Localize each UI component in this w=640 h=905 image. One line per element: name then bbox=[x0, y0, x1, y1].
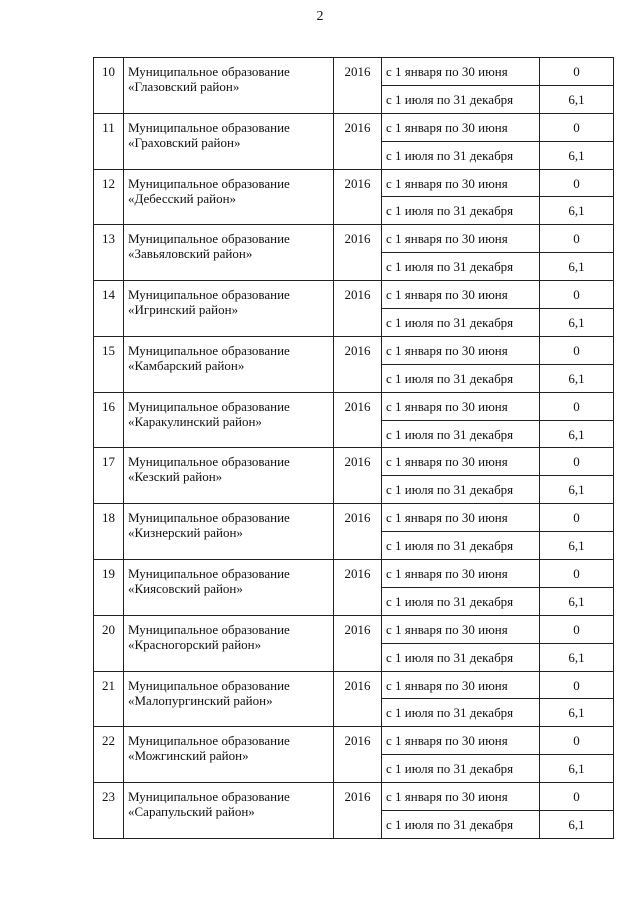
municipality-name bbox=[124, 281, 334, 337]
municipality-type: Муниципальное образование bbox=[128, 231, 290, 247]
table-row bbox=[94, 615, 614, 643]
year-cell: 2016 bbox=[334, 113, 382, 169]
year-cell: 2016 bbox=[334, 225, 382, 281]
municipality-district: «Глазовский район» bbox=[128, 79, 240, 94]
municipality-district: «Красногорский район» bbox=[128, 636, 262, 652]
period-first-half: с 1 января по 30 июня bbox=[382, 727, 540, 755]
row-number: 14 bbox=[94, 281, 124, 337]
year-cell: 2016 bbox=[334, 727, 382, 783]
period-first-half: с 1 января по 30 июня bbox=[382, 783, 540, 811]
period-second-half: с 1 июля по 31 декабря bbox=[382, 253, 540, 281]
municipality-district: «Малопургинский район» bbox=[128, 692, 273, 708]
row-number: 16 bbox=[94, 392, 124, 448]
year-cell: 2016 bbox=[334, 671, 382, 727]
period-first-half: с 1 января по 30 июня bbox=[382, 58, 540, 86]
period-first-half: с 1 января по 30 июня bbox=[382, 169, 540, 197]
period-second-half: с 1 июля по 31 декабря bbox=[382, 85, 540, 113]
year-cell: 2016 bbox=[334, 783, 382, 839]
row-number: 20 bbox=[94, 615, 124, 671]
municipality-type: Муниципальное образование bbox=[128, 119, 290, 135]
row-number: 21 bbox=[94, 671, 124, 727]
period-second-half: с 1 июля по 31 декабря bbox=[382, 476, 540, 504]
value-second-half: 6,1 bbox=[540, 532, 614, 560]
municipality-type: Муниципальное образование bbox=[128, 175, 290, 191]
value-first-half: 0 bbox=[540, 58, 614, 86]
municipality-name bbox=[124, 225, 334, 281]
municipality-name bbox=[124, 560, 334, 616]
table-row bbox=[94, 560, 614, 588]
period-second-half: с 1 июля по 31 декабря bbox=[382, 587, 540, 615]
table-row bbox=[94, 281, 614, 309]
table-body bbox=[94, 58, 614, 839]
row-number: 10 bbox=[94, 58, 124, 114]
value-second-half: 6,1 bbox=[540, 420, 614, 448]
year-cell: 2016 bbox=[334, 58, 382, 114]
value-second-half: 6,1 bbox=[540, 364, 614, 392]
value-first-half: 0 bbox=[540, 225, 614, 253]
table-row bbox=[94, 671, 614, 699]
municipality-name bbox=[124, 169, 334, 225]
value-second-half: 6,1 bbox=[540, 755, 614, 783]
municipality-type: Муниципальное образование bbox=[128, 510, 290, 526]
value-first-half: 0 bbox=[540, 281, 614, 309]
value-second-half: 6,1 bbox=[540, 811, 614, 839]
row-number: 11 bbox=[94, 113, 124, 169]
value-first-half: 0 bbox=[540, 336, 614, 364]
municipality-type: Муниципальное образование bbox=[128, 398, 290, 414]
table-row bbox=[94, 169, 614, 197]
municipality-district: «Киясовский район» bbox=[128, 581, 243, 597]
value-first-half: 0 bbox=[540, 671, 614, 699]
municipality-type: Муниципальное образование bbox=[128, 64, 290, 79]
year-cell: 2016 bbox=[334, 504, 382, 560]
municipality-name bbox=[124, 727, 334, 783]
value-first-half: 0 bbox=[540, 727, 614, 755]
municipality-name bbox=[124, 113, 334, 169]
value-first-half: 0 bbox=[540, 169, 614, 197]
year-cell: 2016 bbox=[334, 169, 382, 225]
row-number: 17 bbox=[94, 448, 124, 504]
municipality-district: «Завьяловский район» bbox=[128, 246, 253, 262]
value-first-half: 0 bbox=[540, 783, 614, 811]
municipality-district: «Кизнерский район» bbox=[128, 525, 243, 541]
period-first-half: с 1 января по 30 июня bbox=[382, 225, 540, 253]
municipality-district: «Кезский район» bbox=[128, 469, 223, 485]
table-row bbox=[94, 727, 614, 755]
value-second-half: 6,1 bbox=[540, 587, 614, 615]
value-first-half: 0 bbox=[540, 504, 614, 532]
period-second-half: с 1 июля по 31 декабря bbox=[382, 141, 540, 169]
year-cell: 2016 bbox=[334, 560, 382, 616]
value-second-half: 6,1 bbox=[540, 197, 614, 225]
year-cell: 2016 bbox=[334, 281, 382, 337]
row-number: 23 bbox=[94, 783, 124, 839]
value-second-half: 6,1 bbox=[540, 476, 614, 504]
year-cell: 2016 bbox=[334, 615, 382, 671]
value-first-half: 0 bbox=[540, 448, 614, 476]
value-second-half: 6,1 bbox=[540, 85, 614, 113]
row-number: 13 bbox=[94, 225, 124, 281]
municipality-type: Муниципальное образование bbox=[128, 287, 290, 303]
table-row bbox=[94, 448, 614, 476]
value-first-half: 0 bbox=[540, 392, 614, 420]
period-first-half: с 1 января по 30 июня bbox=[382, 615, 540, 643]
municipality-type: Муниципальное образование bbox=[128, 677, 290, 693]
period-second-half: с 1 июля по 31 декабря bbox=[382, 364, 540, 392]
period-first-half: с 1 января по 30 июня bbox=[382, 392, 540, 420]
table-row bbox=[94, 225, 614, 253]
municipality-name bbox=[124, 783, 334, 839]
period-second-half: с 1 июля по 31 декабря bbox=[382, 197, 540, 225]
period-second-half: с 1 июля по 31 декабря bbox=[382, 532, 540, 560]
municipality-district: «Камбарский район» bbox=[128, 357, 245, 373]
municipality-district: «Дебесский район» bbox=[128, 190, 237, 206]
year-cell: 2016 bbox=[334, 336, 382, 392]
table-row bbox=[94, 783, 614, 811]
period-second-half: с 1 июля по 31 декабря bbox=[382, 420, 540, 448]
period-second-half: с 1 июля по 31 декабря bbox=[382, 755, 540, 783]
municipality-district: «Каракулинский район» bbox=[128, 413, 262, 429]
value-first-half: 0 bbox=[540, 113, 614, 141]
municipality-type: Муниципальное образование bbox=[128, 789, 290, 805]
value-second-half: 6,1 bbox=[540, 141, 614, 169]
row-number: 19 bbox=[94, 560, 124, 616]
value-second-half: 6,1 bbox=[540, 309, 614, 337]
municipality-name bbox=[124, 504, 334, 560]
municipality-district: «Игринский район» bbox=[128, 302, 239, 318]
municipality-district: «Сарапульский район» bbox=[128, 804, 255, 820]
period-first-half: с 1 января по 30 июня bbox=[382, 671, 540, 699]
period-second-half: с 1 июля по 31 декабря bbox=[382, 811, 540, 839]
value-first-half: 0 bbox=[540, 560, 614, 588]
value-second-half: 6,1 bbox=[540, 253, 614, 281]
table-row bbox=[94, 392, 614, 420]
value-second-half: 6,1 bbox=[540, 643, 614, 671]
municipality-type: Муниципальное образование bbox=[128, 454, 290, 470]
period-first-half: с 1 января по 30 июня bbox=[382, 281, 540, 309]
municipality-name bbox=[124, 336, 334, 392]
table-row bbox=[94, 58, 614, 86]
row-number: 18 bbox=[94, 504, 124, 560]
municipality-type: Муниципальное образование bbox=[128, 621, 290, 637]
period-first-half: с 1 января по 30 июня bbox=[382, 560, 540, 588]
period-second-half: с 1 июля по 31 декабря bbox=[382, 643, 540, 671]
value-second-half: 6,1 bbox=[540, 699, 614, 727]
period-first-half: с 1 января по 30 июня bbox=[382, 448, 540, 476]
year-cell: 2016 bbox=[334, 392, 382, 448]
table-row bbox=[94, 336, 614, 364]
value-first-half: 0 bbox=[540, 615, 614, 643]
page-number: 2 bbox=[316, 9, 324, 24]
municipality-name bbox=[124, 392, 334, 448]
period-first-half: с 1 января по 30 июня bbox=[382, 336, 540, 364]
municipality-name bbox=[124, 448, 334, 504]
table-row bbox=[94, 113, 614, 141]
rates-table bbox=[93, 57, 614, 839]
period-second-half: с 1 июля по 31 декабря bbox=[382, 699, 540, 727]
table-row bbox=[94, 504, 614, 532]
period-second-half: с 1 июля по 31 декабря bbox=[382, 309, 540, 337]
municipality-district: «Можгинский район» bbox=[128, 748, 249, 764]
municipality-type: Муниципальное образование bbox=[128, 733, 290, 749]
year-cell: 2016 bbox=[334, 448, 382, 504]
municipality-name bbox=[124, 671, 334, 727]
municipality-type: Муниципальное образование bbox=[128, 566, 290, 582]
municipality-name bbox=[124, 615, 334, 671]
row-number: 22 bbox=[94, 727, 124, 783]
row-number: 12 bbox=[94, 169, 124, 225]
period-first-half: с 1 января по 30 июня bbox=[382, 504, 540, 532]
municipality-district: «Граховский район» bbox=[128, 134, 241, 150]
period-first-half: с 1 января по 30 июня bbox=[382, 113, 540, 141]
municipality-name bbox=[124, 58, 334, 114]
municipality-type: Муниципальное образование bbox=[128, 342, 290, 358]
row-number: 15 bbox=[94, 336, 124, 392]
